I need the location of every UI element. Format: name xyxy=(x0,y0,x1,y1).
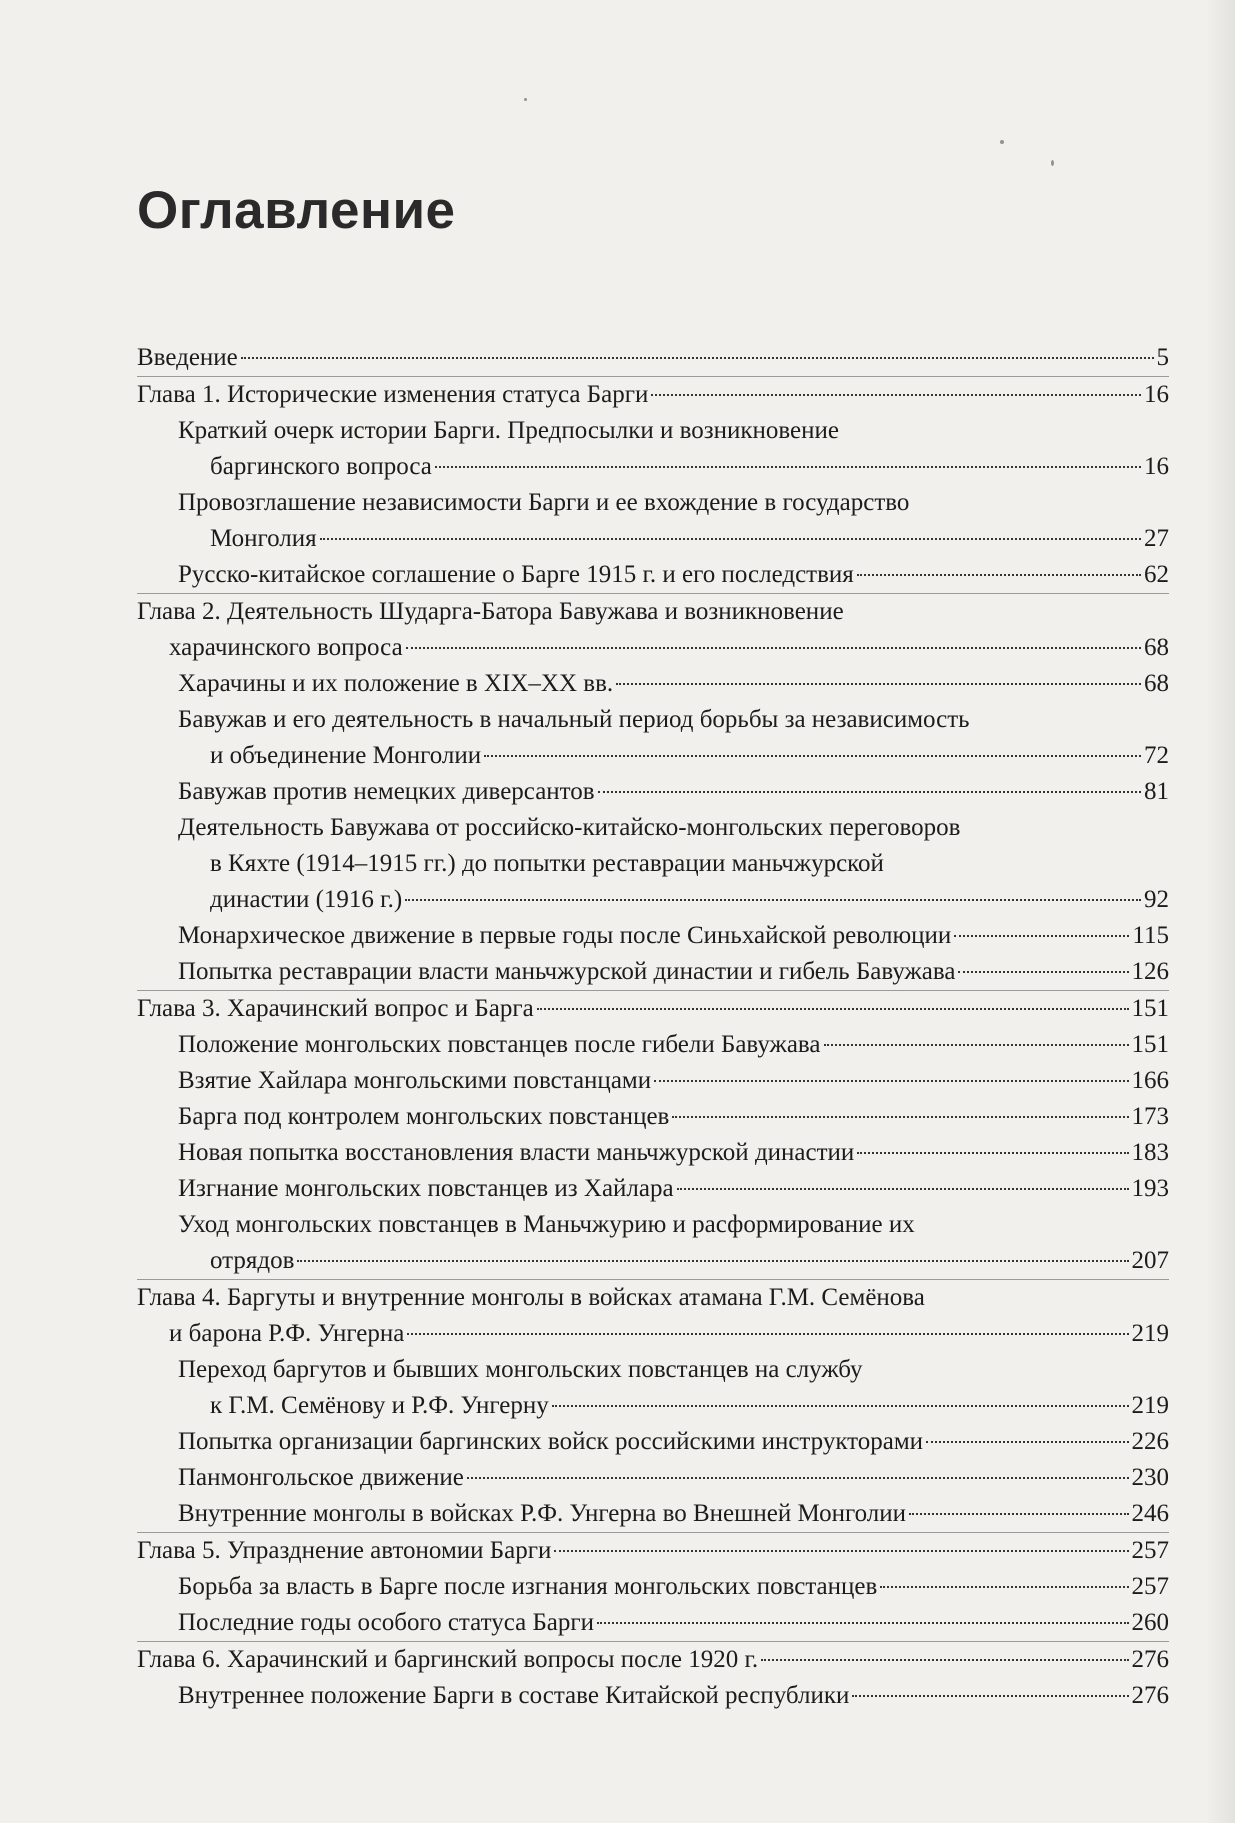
toc-chapter-line xyxy=(137,594,1169,630)
toc-entry-text: в Кяхте (1914–1915 гг.) до попытки реставрации маньчжурской xyxy=(210,850,884,877)
toc-entry-text: Переход баргутов и бывших монгольских повстанцев на службу xyxy=(178,1356,863,1383)
toc-entry-text: баргинского вопроса xyxy=(210,453,432,480)
toc-entry-text: Глава 2. Деятельность Шударга-Батора Бавужава и возникновение xyxy=(137,598,844,625)
toc-subsection-line xyxy=(137,1027,1169,1063)
toc-subsection-line xyxy=(137,1605,1169,1641)
toc-subsection-line xyxy=(137,846,1169,882)
toc-entry-text: Попытка реставрации власти маньчжурской династии и гибель Бавужава xyxy=(178,958,956,985)
toc-section xyxy=(137,1641,1169,1714)
toc-entry-text: Монархическое движение в первые годы после Синьхайской революции xyxy=(178,922,952,949)
toc-subsection-line xyxy=(137,666,1169,702)
dot-leader xyxy=(677,1188,1129,1190)
toc-subsection-line xyxy=(137,1063,1169,1099)
toc-subsection-line xyxy=(137,882,1169,918)
toc-page-number: 62 xyxy=(1144,561,1169,588)
page-edge-shadow xyxy=(1205,0,1235,1823)
toc-subsection-line xyxy=(137,1424,1169,1460)
toc-entry-text: Монголия xyxy=(210,525,317,552)
toc-subsection-line xyxy=(137,521,1169,557)
toc-page-number: 92 xyxy=(1144,886,1169,913)
toc-entry-text: Глава 1. Исторические изменения статуса Барги xyxy=(137,381,649,408)
paper-speck xyxy=(524,98,527,101)
toc-subsection-line xyxy=(137,1569,1169,1605)
toc-page-number: 16 xyxy=(1144,381,1169,408)
toc-subsection-line xyxy=(137,413,1169,449)
toc-section xyxy=(137,376,1169,593)
toc-entry-text: Глава 5. Упразднение автономии Барги xyxy=(137,1537,552,1564)
dot-leader xyxy=(672,1116,1128,1118)
toc-page-number: 166 xyxy=(1131,1067,1169,1094)
toc-page-number: 257 xyxy=(1131,1573,1169,1600)
toc-page-number: 151 xyxy=(1131,995,1169,1022)
toc-entry-text: Деятельность Бавужава от российско-китайско-монгольских переговоров xyxy=(178,814,961,841)
dot-leader xyxy=(320,538,1141,540)
toc-entry-text: Краткий очерк истории Барги. Предпосылки и возникновение xyxy=(178,417,839,444)
toc-chapter-line xyxy=(137,1642,1169,1678)
toc-entry-text: Новая попытка восстановления власти маньчжурской династии xyxy=(178,1139,855,1166)
toc-chapter-line xyxy=(137,377,1169,413)
dot-leader xyxy=(909,1513,1129,1515)
dot-leader xyxy=(598,791,1141,793)
toc-entry-text: Попытка организации баргинских войск российскими инструкторами xyxy=(178,1428,924,1455)
toc-subsection-line xyxy=(137,810,1169,846)
dot-leader xyxy=(880,1586,1128,1588)
toc-page-number: 183 xyxy=(1131,1139,1169,1166)
toc-entry-text: Борьба за власть в Барге после изгнания монгольских повстанцев xyxy=(178,1573,878,1600)
toc-entry-text: отрядов xyxy=(210,1247,295,1274)
toc-subsection-line xyxy=(137,1135,1169,1171)
dot-leader xyxy=(241,357,1154,359)
toc-subsection-line xyxy=(137,1207,1169,1243)
paper-speck xyxy=(1000,140,1004,144)
toc-subsection-line xyxy=(137,774,1169,810)
toc-page-number: 151 xyxy=(1131,1031,1169,1058)
dot-leader xyxy=(537,1008,1129,1010)
dot-leader xyxy=(597,1622,1128,1624)
toc-page-number: 68 xyxy=(1144,634,1169,661)
toc-entry-text: Русско-китайское соглашение о Барге 1915 г. и его последствия xyxy=(178,561,854,588)
toc-page-number: 207 xyxy=(1131,1247,1169,1274)
toc-chapter-line xyxy=(137,1316,1169,1352)
toc-section xyxy=(137,593,1169,990)
toc-page-number: 219 xyxy=(1131,1320,1169,1347)
toc-entry-text: Внутреннее положение Барги в составе Китайской республики xyxy=(178,1682,850,1709)
toc-section xyxy=(137,1532,1169,1641)
toc-subsection-line xyxy=(137,485,1169,521)
toc-entry-text: Изгнание монгольских повстанцев из Хайлара xyxy=(178,1175,674,1202)
dot-leader xyxy=(857,574,1141,576)
toc-page-number: 126 xyxy=(1131,958,1169,985)
toc-entry-text: Панмонгольское движение xyxy=(178,1464,464,1491)
toc-page-number: 27 xyxy=(1144,525,1169,552)
dot-leader xyxy=(651,394,1141,396)
dot-leader xyxy=(405,899,1141,901)
toc-page-number: 193 xyxy=(1131,1175,1169,1202)
toc-page-number: 276 xyxy=(1131,1646,1169,1673)
dot-leader xyxy=(467,1477,1129,1479)
toc-entry-text: Последние годы особого статуса Барги xyxy=(178,1609,595,1636)
toc-chapter-line xyxy=(137,340,1169,376)
paper-speck xyxy=(1051,160,1054,166)
toc-page-number: 260 xyxy=(1131,1609,1169,1636)
toc-chapter-line xyxy=(137,1533,1169,1569)
toc-chapter-line xyxy=(137,630,1169,666)
page-title: Оглавление xyxy=(137,181,456,240)
toc-page-number: 16 xyxy=(1144,453,1169,480)
toc-entry-text: Барга под контролем монгольских повстанцев xyxy=(178,1103,670,1130)
dot-leader xyxy=(554,1550,1128,1552)
toc-entry-text: и барона Р.Ф. Унгерна xyxy=(169,1320,405,1347)
dot-leader xyxy=(954,935,1129,937)
toc-subsection-line xyxy=(137,1678,1169,1714)
toc-page-number: 68 xyxy=(1144,670,1169,697)
toc-subsection-line xyxy=(137,954,1169,990)
toc-chapter-line xyxy=(137,991,1169,1027)
dot-leader xyxy=(435,466,1141,468)
toc-entry-text: Положение монгольских повстанцев после гибели Бавужава xyxy=(178,1031,821,1058)
toc-entry-text: Взятие Хайлара монгольскими повстанцами xyxy=(178,1067,652,1094)
dot-leader xyxy=(616,683,1141,685)
dot-leader xyxy=(857,1152,1128,1154)
toc-subsection-line xyxy=(137,1388,1169,1424)
toc-page-number: 173 xyxy=(1131,1103,1169,1130)
dot-leader xyxy=(852,1695,1128,1697)
toc-subsection-line xyxy=(137,1496,1169,1532)
toc-page-number: 276 xyxy=(1131,1682,1169,1709)
toc-page-number: 230 xyxy=(1131,1464,1169,1491)
toc-entry-text: Введение xyxy=(137,344,238,371)
toc-subsection-line xyxy=(137,918,1169,954)
toc-page-number: 226 xyxy=(1131,1428,1169,1455)
toc-subsection-line xyxy=(137,1171,1169,1207)
dot-leader xyxy=(297,1260,1128,1262)
dot-leader xyxy=(926,1441,1128,1443)
toc-entry-text: династии (1916 г.) xyxy=(210,886,403,913)
toc-entry-text: Уход монгольских повстанцев в Маньчжурию и расформирование их xyxy=(178,1211,915,1238)
toc-subsection-line xyxy=(137,1460,1169,1496)
dot-leader xyxy=(407,1333,1128,1335)
toc-page-number: 81 xyxy=(1144,778,1169,805)
toc-entry-text: Харачины и их положение в XIX–XX вв. xyxy=(178,670,614,697)
dot-leader xyxy=(761,1659,1128,1661)
toc-chapter-line xyxy=(137,1280,1169,1316)
dot-leader xyxy=(958,971,1128,973)
toc-entry-text: Глава 3. Харачинский вопрос и Барга xyxy=(137,995,534,1022)
toc-entry-text: харачинского вопроса xyxy=(169,634,403,661)
toc-subsection-line xyxy=(137,1352,1169,1388)
toc-subsection-line xyxy=(137,449,1169,485)
toc-subsection-line xyxy=(137,1099,1169,1135)
toc-section xyxy=(137,1279,1169,1532)
toc-section xyxy=(137,340,1169,376)
toc-entry-text: Глава 4. Баргуты и внутренние монголы в войсках атамана Г.М. Семёнова xyxy=(137,1284,925,1311)
toc-subsection-line xyxy=(137,738,1169,774)
dot-leader xyxy=(552,1405,1129,1407)
toc-entry-text: и объединение Монголии xyxy=(210,742,482,769)
dot-leader xyxy=(654,1080,1128,1082)
toc-entry-text: Провозглашение независимости Барги и ее вхождение в государство xyxy=(178,489,910,516)
toc-page-number: 5 xyxy=(1156,344,1169,371)
toc-page-number: 219 xyxy=(1131,1392,1169,1419)
toc-entry-text: Внутренние монголы в войсках Р.Ф. Унгерна во Внешней Монголии xyxy=(178,1500,906,1527)
toc-subsection-line xyxy=(137,702,1169,738)
toc-page-number: 246 xyxy=(1131,1500,1169,1527)
toc-section xyxy=(137,990,1169,1279)
toc-subsection-line xyxy=(137,1243,1169,1279)
toc-page-number: 257 xyxy=(1131,1537,1169,1564)
toc-page-number: 72 xyxy=(1144,742,1169,769)
toc-subsection-line xyxy=(137,557,1169,593)
dot-leader xyxy=(484,755,1141,757)
dot-leader xyxy=(406,647,1141,649)
toc-entry-text: Бавужав против немецких диверсантов xyxy=(178,778,595,805)
toc-entry-text: Бавужав и его деятельность в начальный период борьбы за независимость xyxy=(178,706,970,733)
dot-leader xyxy=(824,1044,1129,1046)
toc-entry-text: к Г.М. Семёнову и Р.Ф. Унгерну xyxy=(210,1392,549,1419)
toc-page-number: 115 xyxy=(1132,922,1169,949)
toc-entry-text: Глава 6. Харачинский и баргинский вопросы после 1920 г. xyxy=(137,1646,759,1673)
table-of-contents xyxy=(137,340,1169,1714)
